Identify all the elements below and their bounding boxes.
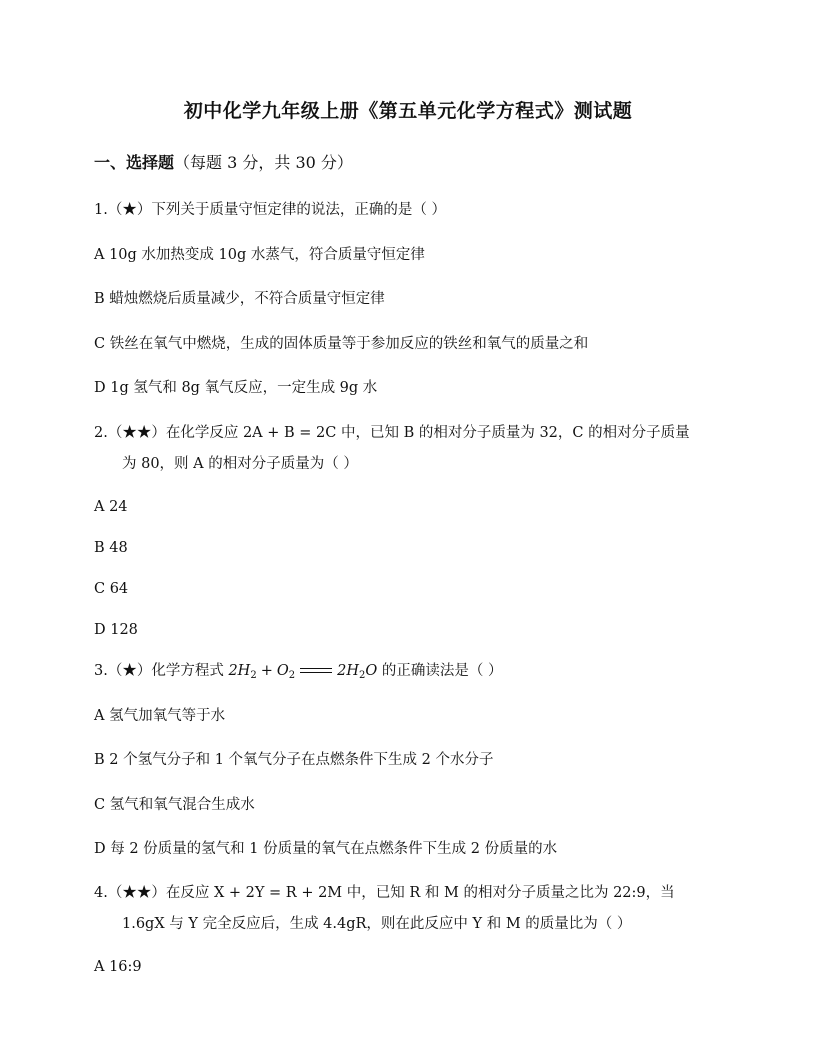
question-2-stem-line-2: 为 80，则 A 的相对分子质量为（ ）: [122, 456, 358, 472]
question-1-option-b: B 蜡烛燃烧后质量减少，不符合质量守恒定律: [94, 291, 385, 307]
question-2-option-c: C 64: [94, 581, 129, 597]
question-3-stem-prefix: 3.（★）化学方程式: [94, 663, 229, 679]
equation-equals-sign: [300, 666, 332, 676]
question-4-stem-line-2: 1.6gX 与 Y 完全反应后，生成 4.4gR，则在此反应中 Y 和 M 的质量比为（ ）: [122, 916, 632, 932]
equation-term-h2: 2H: [228, 663, 251, 679]
question-3-option-d: D 每 2 份质量的氢气和 1 份质量的氧气在点燃条件下生成 2 份质量的水: [94, 841, 558, 857]
equation-term-o2: O: [276, 663, 289, 679]
question-1-stem: 1.（★）下列关于质量守恒定律的说法，正确的是（ ）: [94, 202, 446, 218]
section-heading-note: （每题 3 分，共 30 分）: [174, 153, 353, 172]
question-2-option-b: B 48: [94, 540, 128, 556]
question-3-stem-suffix: 的正确读法是（ ）: [377, 663, 503, 679]
section-heading-label: 一、选择题: [94, 153, 175, 172]
equation-subscript: 2: [288, 670, 296, 681]
equation-term-h2o: 2H: [337, 663, 359, 679]
equation-subscript: 2: [359, 670, 366, 681]
question-4-stem-line-1: 4.（★★）在反应 X + 2Y = R + 2M 中，已知 R 和 M 的相对分子质量之比为 22:9，当: [94, 885, 675, 901]
question-1-option-a: A 10g 水加热变成 10g 水蒸气，符合质量守恒定律: [94, 247, 425, 263]
equation-plus: +: [260, 663, 273, 679]
question-2-option-a: A 24: [94, 499, 128, 515]
question-3-option-a: A 氢气加氧气等于水: [94, 708, 226, 724]
section-heading: [94, 150, 353, 173]
equation-subscript: 2: [250, 670, 257, 681]
question-4-option-a: A 16:9: [94, 959, 142, 975]
question-1-option-c: C 铁丝在氧气中燃烧，生成的固体质量等于参加反应的铁丝和氧气的质量之和: [94, 336, 589, 352]
question-3-option-b: B 2 个氢气分子和 1 个氧气分子在点燃条件下生成 2 个水分子: [94, 752, 494, 768]
page-title: 初中化学九年级上册《第五单元化学方程式》测试题: [183, 100, 633, 122]
question-2-option-d: D 128: [94, 622, 138, 638]
equation-term-o: O: [365, 663, 378, 679]
chemical-equation: [228, 663, 377, 679]
question-1-option-d: D 1g 氢气和 8g 氧气反应，一定生成 9g 水: [94, 380, 378, 396]
question-3-option-c: C 氢气和氧气混合生成水: [94, 797, 255, 813]
question-2-stem-line-1: 2.（★★）在化学反应 2A + B = 2C 中，已知 B 的相对分子质量为 32，C 的相对分子质量: [94, 425, 690, 441]
question-3-stem: [94, 661, 502, 681]
